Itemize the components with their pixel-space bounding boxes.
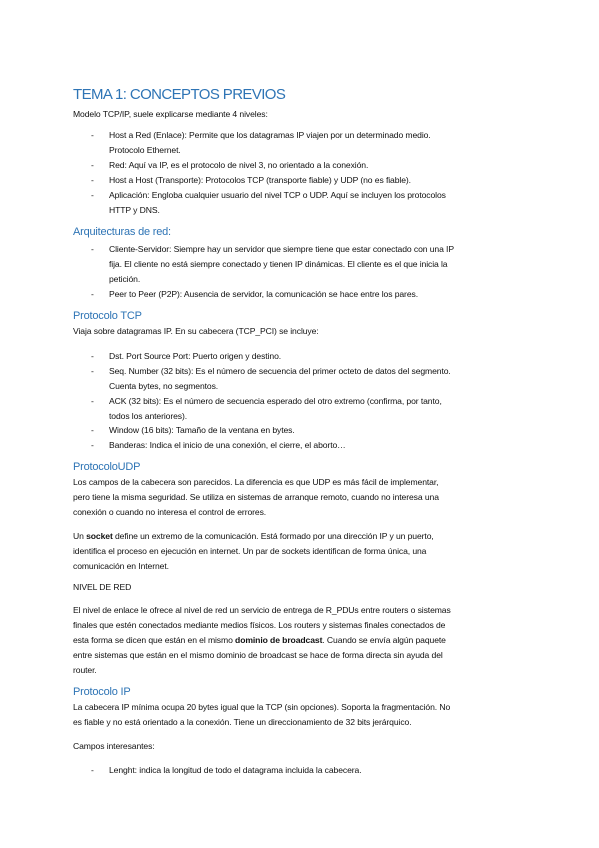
paragraph-line: El nivel de enlace le ofrece al nivel de red un servicio de entrega de R_PDUs entre routers o sistemas: [73, 605, 451, 615]
list-item: Peer to Peer (P2P): Ausencia de servidor, la comunicación se hace entre los pares.: [109, 289, 418, 299]
list-item: Host a Red (Enlace): Permite que los datagramas IP viajen por un determinado medio.: [109, 130, 431, 140]
list-bullet: -: [91, 289, 94, 299]
paragraph-line: entre sistemas que están en el mismo dominio de broadcast se hace de forma directa sin ayuda del: [73, 650, 443, 660]
list-item: Seq. Number (32 bits): Es el número de secuencia del primer octeto de datos del segmento.: [109, 366, 451, 376]
list-item: Red: Aquí va IP, es el protocolo de nivel 3, no orientado a la conexión.: [109, 160, 369, 170]
list-item-continuation: Cuenta bytes, no segmentos.: [109, 381, 219, 391]
list-item-continuation: HTTP y DNS.: [109, 205, 160, 215]
text-run: define un extremo de la comunicación. Está formado por una dirección IP y un puerto,: [112, 531, 434, 541]
list-bullet: -: [91, 396, 94, 406]
list-bullet: -: [91, 175, 94, 185]
section-heading-arquitecturas: Arquitecturas de red:: [73, 226, 171, 238]
list-bullet: -: [91, 351, 94, 361]
list-bullet: -: [91, 190, 94, 200]
list-item-continuation: todos los anteriores).: [109, 411, 188, 421]
paragraph: Viaja sobre datagramas IP. En su cabecera (TCP_PCI) se incluye:: [73, 326, 319, 336]
list-bullet: -: [91, 765, 94, 775]
page-title: TEMA 1: CONCEPTOS PREVIOS: [73, 86, 286, 103]
paragraph-line: Los campos de la cabecera son parecidos. La diferencia es que UDP es más fácil de implementar,: [73, 477, 439, 487]
list-item: Cliente-Servidor: Siempre hay un servidor que siempre tiene que estar conectado con una IP: [109, 244, 454, 254]
list-bullet: -: [91, 160, 94, 170]
list-item-continuation: fija. El cliente no está siempre conectado y tienen IP dinámicas. El cliente es el que inicia la: [109, 259, 448, 269]
section-heading-ip: Protocolo IP: [73, 686, 131, 698]
text-run: Un: [73, 531, 87, 541]
paragraph-line: pero tiene la misma seguridad. Se utiliza en sistemas de arranque remoto, cuando no interesa una: [73, 492, 439, 502]
paragraph-line: comunicación en Internet.: [73, 561, 169, 571]
paragraph-line: La cabecera IP mínima ocupa 20 bytes igual que la TCP (sin opciones). Soporta la fragmentación. No: [73, 702, 451, 712]
list-bullet: -: [91, 440, 94, 450]
paragraph-line: identifica el proceso en ejecución en internet. Un par de sockets identifican de forma única, una: [73, 546, 427, 556]
list-item: Aplicación: Engloba cualquier usuario del nivel TCP o UDP. Aquí se incluyen los protocolos: [109, 190, 446, 200]
text-run: esta forma se dicen que están en el mismo: [73, 635, 236, 645]
paragraph-line: finales que estén conectados mediante medios físicos. Los routers y sistemas finales conectados de: [73, 620, 446, 630]
intro-text: Modelo TCP/IP, suele explicarse mediante 4 niveles:: [73, 109, 268, 119]
text-run: . Cuando se envía algún paquete: [322, 635, 446, 645]
section-heading-tcp: Protocolo TCP: [73, 310, 142, 322]
paragraph-line: Campos interesantes:: [73, 741, 155, 751]
list-item: Lenght: indica la longitud de todo el datagrama incluida la cabecera.: [109, 765, 362, 775]
list-item: Host a Host (Transporte): Protocolos TCP (transporte fiable) y UDP (no es fiable).: [109, 175, 411, 185]
list-bullet: -: [91, 244, 94, 254]
paragraph-line: [73, 529, 434, 543]
list-bullet: -: [91, 130, 94, 140]
list-item: ACK (32 bits): Es el número de secuencia esperado del otro extremo (confirma, por tanto,: [109, 396, 442, 406]
list-bullet: -: [91, 425, 94, 435]
list-item-continuation: Protocolo Ethernet.: [109, 145, 181, 155]
subsection-label: NIVEL DE RED: [73, 582, 132, 592]
paragraph-line: es fiable y no está orientado a la conexión. Tiene un direccionamiento de 32 bits jerárquico.: [73, 717, 412, 727]
list-item: Window (16 bits): Tamaño de la ventana en bytes.: [109, 425, 295, 435]
paragraph-line: [73, 633, 446, 647]
paragraph-line: router.: [73, 665, 97, 675]
list-item: Banderas: Indica el inicio de una conexión, el cierre, el aborto…: [109, 440, 346, 450]
bold-term-socket: socket: [86, 531, 113, 541]
list-item-continuation: petición.: [109, 274, 141, 284]
list-bullet: -: [91, 366, 94, 376]
section-heading-udp: ProtocoloUDP: [73, 461, 141, 473]
list-item: Dst. Port Source Port: Puerto origen y destino.: [109, 351, 282, 361]
paragraph-line: conexión o cuando no interesa el control de errores.: [73, 507, 267, 517]
bold-term-broadcast: dominio de broadcast: [235, 635, 323, 645]
